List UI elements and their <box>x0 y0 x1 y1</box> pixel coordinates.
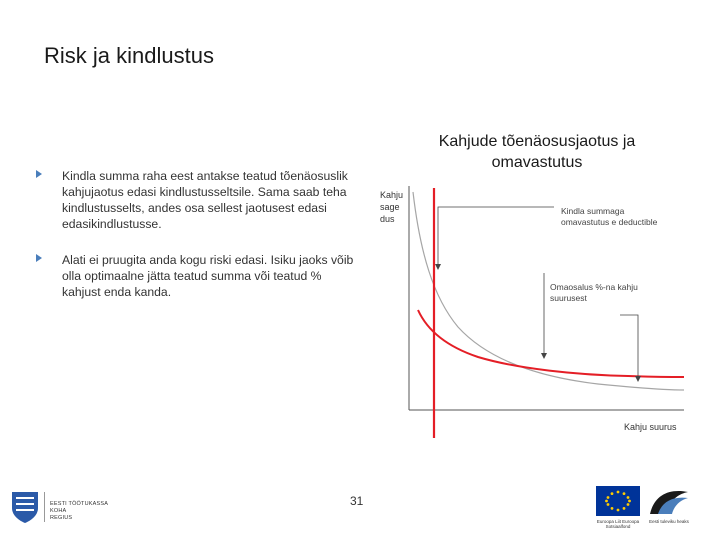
logo-divider <box>44 492 45 522</box>
triangle-bullet-icon <box>36 254 42 262</box>
loss-distribution-chart <box>368 182 700 442</box>
annotation-1: Kindla summaga omavastutus e deductible <box>561 206 658 227</box>
arrow-down-icon <box>435 264 441 270</box>
slide-title: Risk ja kindlustus <box>44 43 214 68</box>
bullet-item <box>36 168 356 232</box>
bullet-item <box>36 252 356 300</box>
eu-flag-icon <box>596 486 640 516</box>
bullet-text: Kindla summa raha eest antakse teatud tõenäosuslik kahjujaotus edasi kindlustusseltsile. Sama saab teha kindlustusselts, andes osa sellest jaotusest edasi edasikindlustusse. <box>62 169 348 231</box>
footer-logo-left <box>10 490 110 526</box>
chart-heading: Kahjude tõenäosusjaotus ja omavastutus <box>438 133 636 171</box>
annotation-1-leader <box>438 207 554 268</box>
eu-caption: Euroopa Liit Euroopa Sotsiaalfond <box>596 519 640 529</box>
arrow-down-icon <box>635 376 641 382</box>
bullet-list <box>36 168 356 320</box>
arrow-down-icon <box>541 353 547 359</box>
footer-logo-right <box>596 486 706 534</box>
right-caption: Eesti tuleviku heaks <box>649 519 689 524</box>
y-axis-label: Kahju sage dus <box>380 190 404 224</box>
logo-org-name: EESTI TÖÖTUKASSA KOHA REGIUS <box>50 501 108 521</box>
x-axis-label: Kahju suurus <box>624 422 677 432</box>
annotation-2-leader <box>620 315 638 380</box>
series-red-curve <box>418 310 684 377</box>
page-number: 31 <box>350 494 364 508</box>
bullet-text: Alati ei pruugita anda kogu riski edasi. Isiku jaoks võib olla optimaalne jätta teatud summa või teatud % kahjust enda kanda. <box>62 253 354 299</box>
coat-of-arms-icon <box>10 490 40 524</box>
estonia-future-icon <box>648 486 690 516</box>
annotation-2: Omaosalus %-na kahju suurusest <box>550 282 638 303</box>
triangle-bullet-icon <box>36 170 42 178</box>
